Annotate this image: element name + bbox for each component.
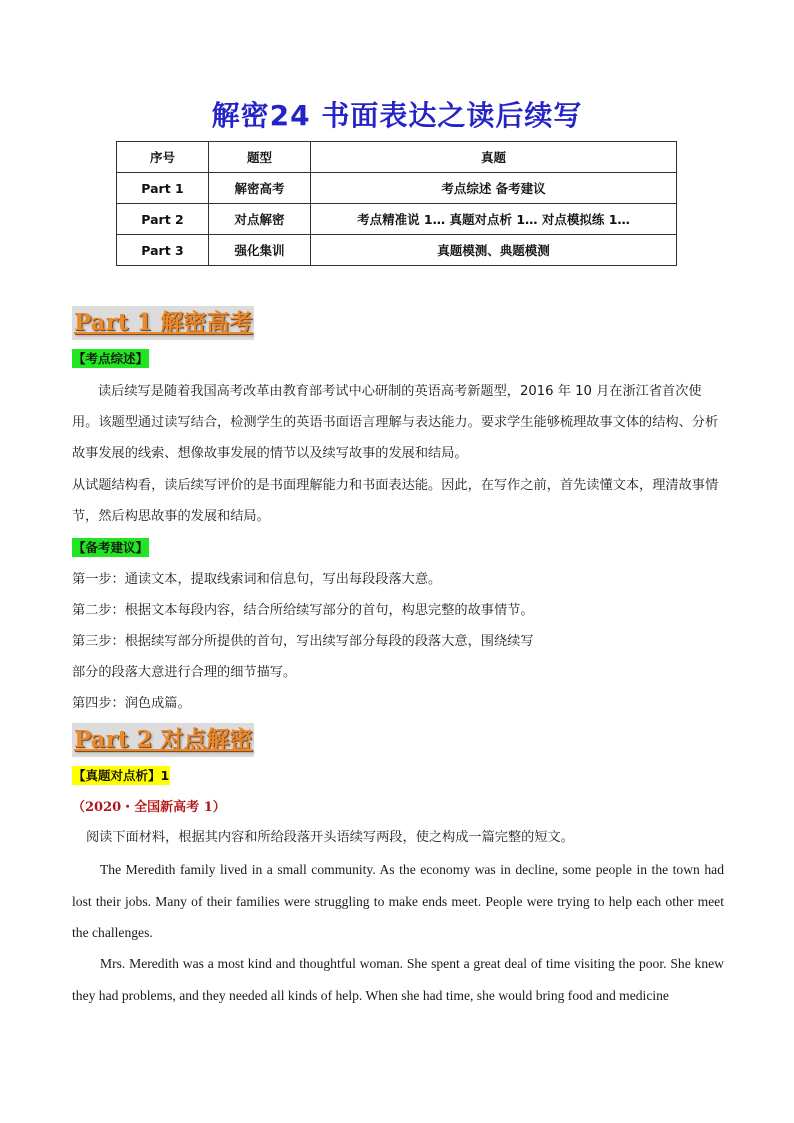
step-item: 第一步：通读文本，提取线索词和信息句，写出每段段落大意。 <box>72 572 442 587</box>
overview-table <box>116 141 677 266</box>
table-cell: 对点解密 <box>209 204 311 235</box>
page-title: 解密24 书面表达之读后续写 <box>211 99 583 132</box>
step-item: 第二步：根据文本每段内容，结合所给续写部分的首句，构思完整的故事情节。 <box>72 603 534 618</box>
table-cell: 考点精准说 1… 真题对点析 1… 对点模拟练 1… <box>311 204 677 235</box>
task-instruction: 阅读下面材料，根据其内容和所给段落开头语续写两段，使之构成一篇完整的短文。 <box>86 830 574 845</box>
header-cell: 题型 <box>209 142 311 173</box>
table-row <box>117 235 677 266</box>
table-row <box>117 204 677 235</box>
table-cell: 解密高考 <box>209 173 311 204</box>
part2-heading: Part 2 对点解密 <box>72 723 254 757</box>
passage-paragraph: The Meredith family lived in a small community. As the economy was in decline, some people in the town had lost their jobs. Many of their families were struggling to make ends meet. People were trying to help each other meet the challenges. <box>72 862 724 940</box>
overview-paragraph-2: 从试题结构看，读后续写评价的是书面理解能力和书面表达能。因此，在写作之前，首先读懂文本，理清故事情节，然后构思故事的发展和结局。 <box>72 478 719 524</box>
table-cell: 真题模测、典题模测 <box>311 235 677 266</box>
table-cell: 强化集训 <box>209 235 311 266</box>
header-cell: 序号 <box>117 142 209 173</box>
table-header-row <box>117 142 677 173</box>
table-cell: Part 3 <box>117 235 209 266</box>
question-source: （2020・全国新高考 1） <box>72 800 226 815</box>
step-item: 第四步：润色成篇。 <box>72 696 191 711</box>
step-item: 部分的段落大意进行合理的细节描写。 <box>72 665 297 680</box>
section-tag-analysis: 【真题对点析】1 <box>73 768 170 783</box>
header-cell: 真题 <box>311 142 677 173</box>
passage-paragraph: Mrs. Meredith was a most kind and thoughtful woman. She spent a great deal of time visiting the poor. She knew they had problems, and they needed all kinds of help. When she had time, she would bring food and medicine <box>72 956 724 1003</box>
section-tag-overview: 【考点综述】 <box>73 351 149 366</box>
table-cell: Part 1 <box>117 173 209 204</box>
section-tag-advice: 【备考建议】 <box>73 540 149 555</box>
table-row <box>117 173 677 204</box>
overview-paragraph: 读后续写是随着我国高考改革由教育部考试中心研制的英语高考新题型，2016 年 10 月在浙江省首次使用。该题型通过读写结合，检测学生的英语书面语言理解与表达能力。要求学生能够梳理故事文体的结构、分析故事发展的线索、想像故事发展的情节以及续写故事的发展和结局。 <box>72 384 719 461</box>
part1-heading: Part 1 解密高考 <box>72 306 254 340</box>
table-cell: 考点综述 备考建议 <box>311 173 677 204</box>
step-item: 第三步：根据续写部分所提供的首句，写出续写部分每段的段落大意，围绕续写 <box>72 634 534 649</box>
table-cell: Part 2 <box>117 204 209 235</box>
